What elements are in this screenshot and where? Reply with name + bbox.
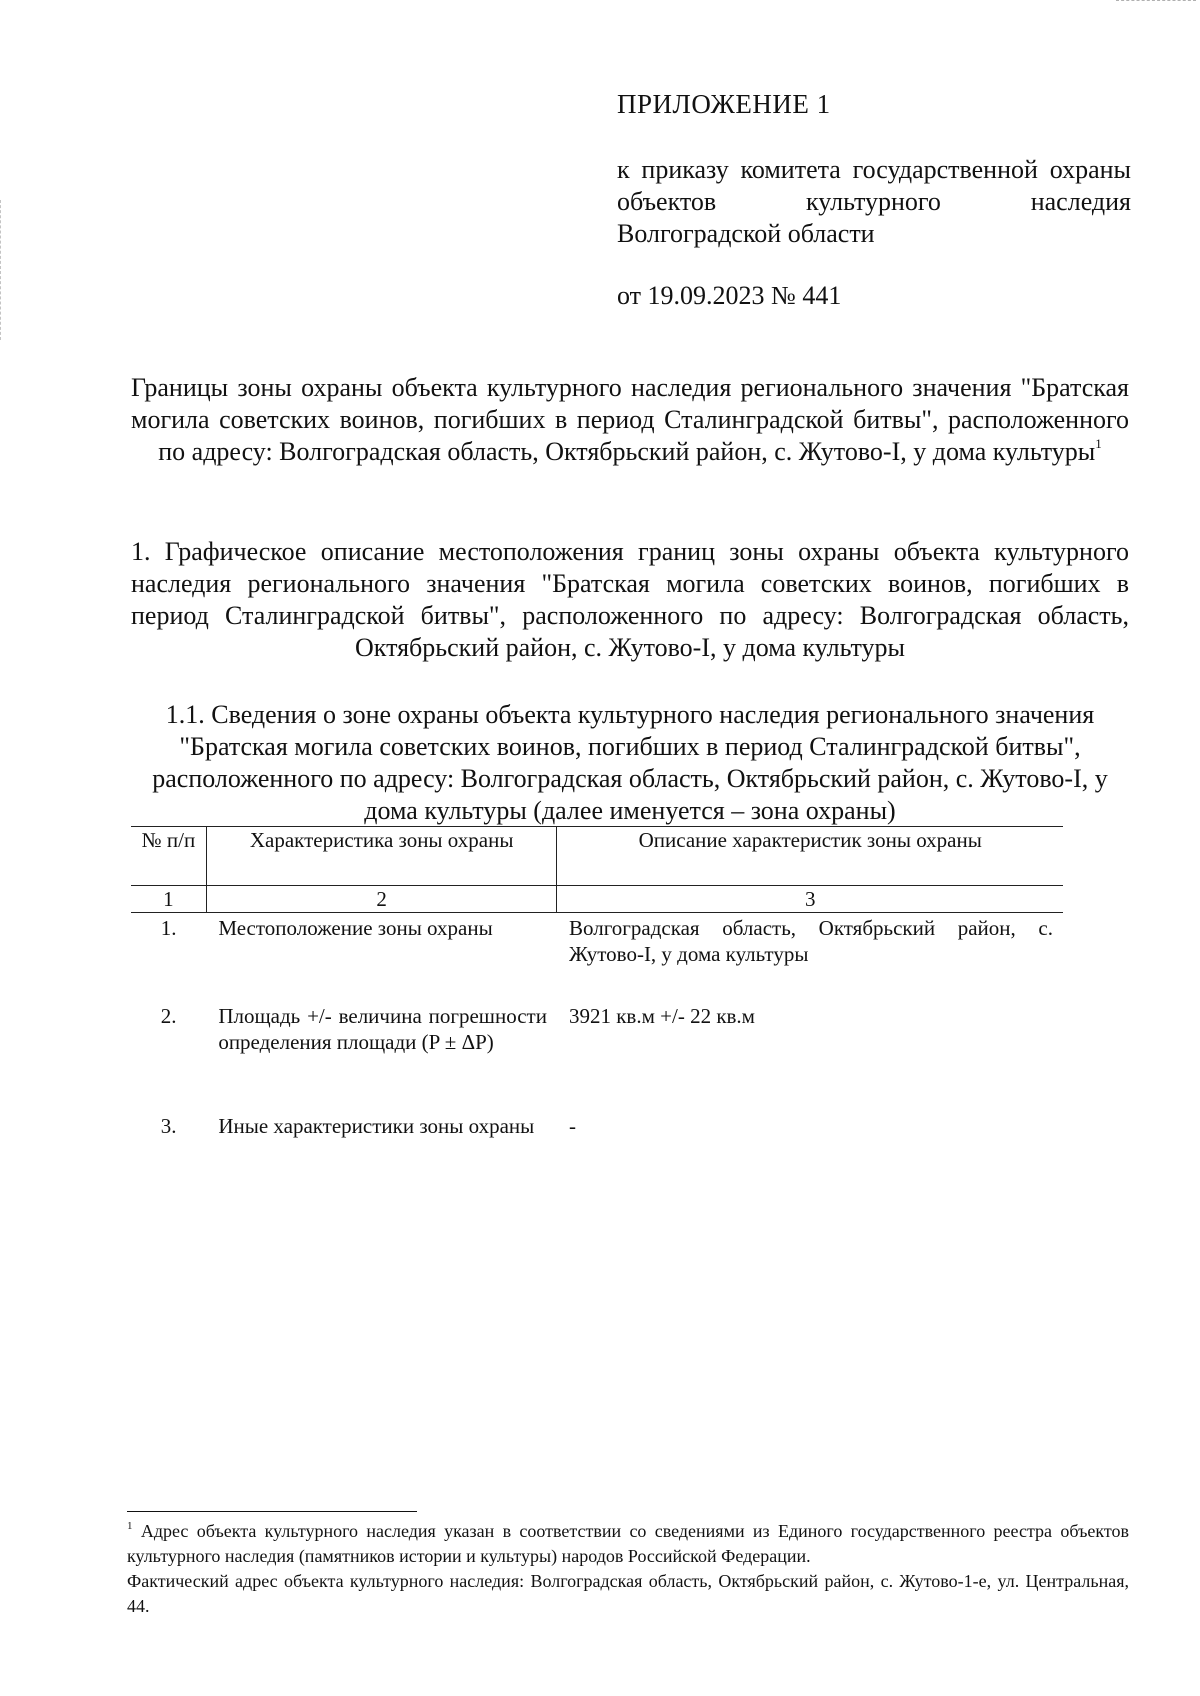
row-description: Волгоградская область, Октябрьский район, с. Жутово-I, у дома культуры bbox=[568, 916, 1053, 966]
footnote-separator bbox=[127, 1511, 417, 1512]
header-number: № п/п bbox=[131, 827, 206, 886]
header-description: Описание характеристик зоны охраны bbox=[557, 827, 1063, 886]
approval-block bbox=[617, 88, 1131, 312]
document-heading bbox=[131, 372, 1129, 468]
row-characteristic: Иные характеристики зоны охраны bbox=[218, 1114, 535, 1138]
footnote bbox=[127, 1519, 1129, 1619]
row-number: 1. bbox=[160, 916, 177, 940]
zone-info-table bbox=[131, 826, 1063, 1183]
footnote-reference: 1 bbox=[1095, 436, 1102, 451]
section-1-title: 1. Графическое описание местоположения границ зоны охраны объекта культурного наследия регионального значения "Братская могила советских воинов, погибших в период Сталинградской битвы", расположенного по адресу: Волгоградская область, Октябрьский район, с. Жутово-I, у дома культуры bbox=[131, 537, 1129, 662]
table-header-row bbox=[131, 827, 1063, 886]
table-row bbox=[131, 913, 1063, 1002]
row-description: 3921 кв.м +/- 22 кв.м bbox=[568, 1004, 755, 1028]
table-row bbox=[131, 1001, 1063, 1111]
row-number: 3. bbox=[160, 1114, 177, 1138]
heading-text: Границы зоны охраны объекта культурного наследия регионального значения "Братская могила советских воинов, погибших в период Сталинградской битвы", расположенного по адресу: Волгоградская область, Октябрьский район, с. Жутово-I, у дома культуры bbox=[131, 373, 1129, 466]
footnote-actual-address: Фактический адрес объекта культурного наследия: Волгоградская область, Октябрьский район, с. Жутово-1-е, ул. Центральная, 44. bbox=[127, 1571, 1129, 1616]
row-characteristic: Площадь +/- величина погрешности определения площади (P ± ΔP) bbox=[218, 1004, 547, 1054]
scan-artifact-left bbox=[0, 200, 2, 340]
footnote-marker: 1 bbox=[127, 1520, 133, 1532]
column-number: 3 bbox=[557, 886, 1063, 913]
footnote-text: Адрес объекта культурного наследия указан в соответствии со сведениями из Единого государственного реестра объектов культурного наследия (памятников истории и культуры) народов Российской Федерации. bbox=[127, 1521, 1129, 1566]
section-1-1-title: 1.1. Сведения о зоне охраны объекта культурного наследия регионального значения "Братская могила советских воинов, погибших в период Сталинградской битвы", расположенного по адресу: Волгоградская область, Октябрьский район, с. Жутово-I, у дома культуры (далее именуется – зона охраны) bbox=[152, 700, 1108, 825]
order-date-number: от 19.09.2023 № 441 bbox=[617, 281, 842, 310]
scan-artifact-top bbox=[1116, 0, 1196, 3]
column-number: 2 bbox=[206, 886, 557, 913]
table-row bbox=[131, 1111, 1063, 1183]
row-description: - bbox=[568, 1114, 576, 1138]
column-number: 1 bbox=[131, 886, 206, 913]
row-characteristic: Местоположение зоны охраны bbox=[218, 916, 493, 940]
row-number: 2. bbox=[160, 1004, 177, 1028]
footnote-paragraph bbox=[127, 1519, 1129, 1569]
appendix-title: ПРИЛОЖЕНИЕ 1 bbox=[617, 89, 831, 119]
order-reference: к приказу комитета государственной охраны объектов культурного наследия Волгоградской области bbox=[617, 155, 1131, 248]
column-numbers-row bbox=[131, 886, 1063, 913]
header-characteristic: Характеристика зоны охраны bbox=[206, 827, 557, 886]
